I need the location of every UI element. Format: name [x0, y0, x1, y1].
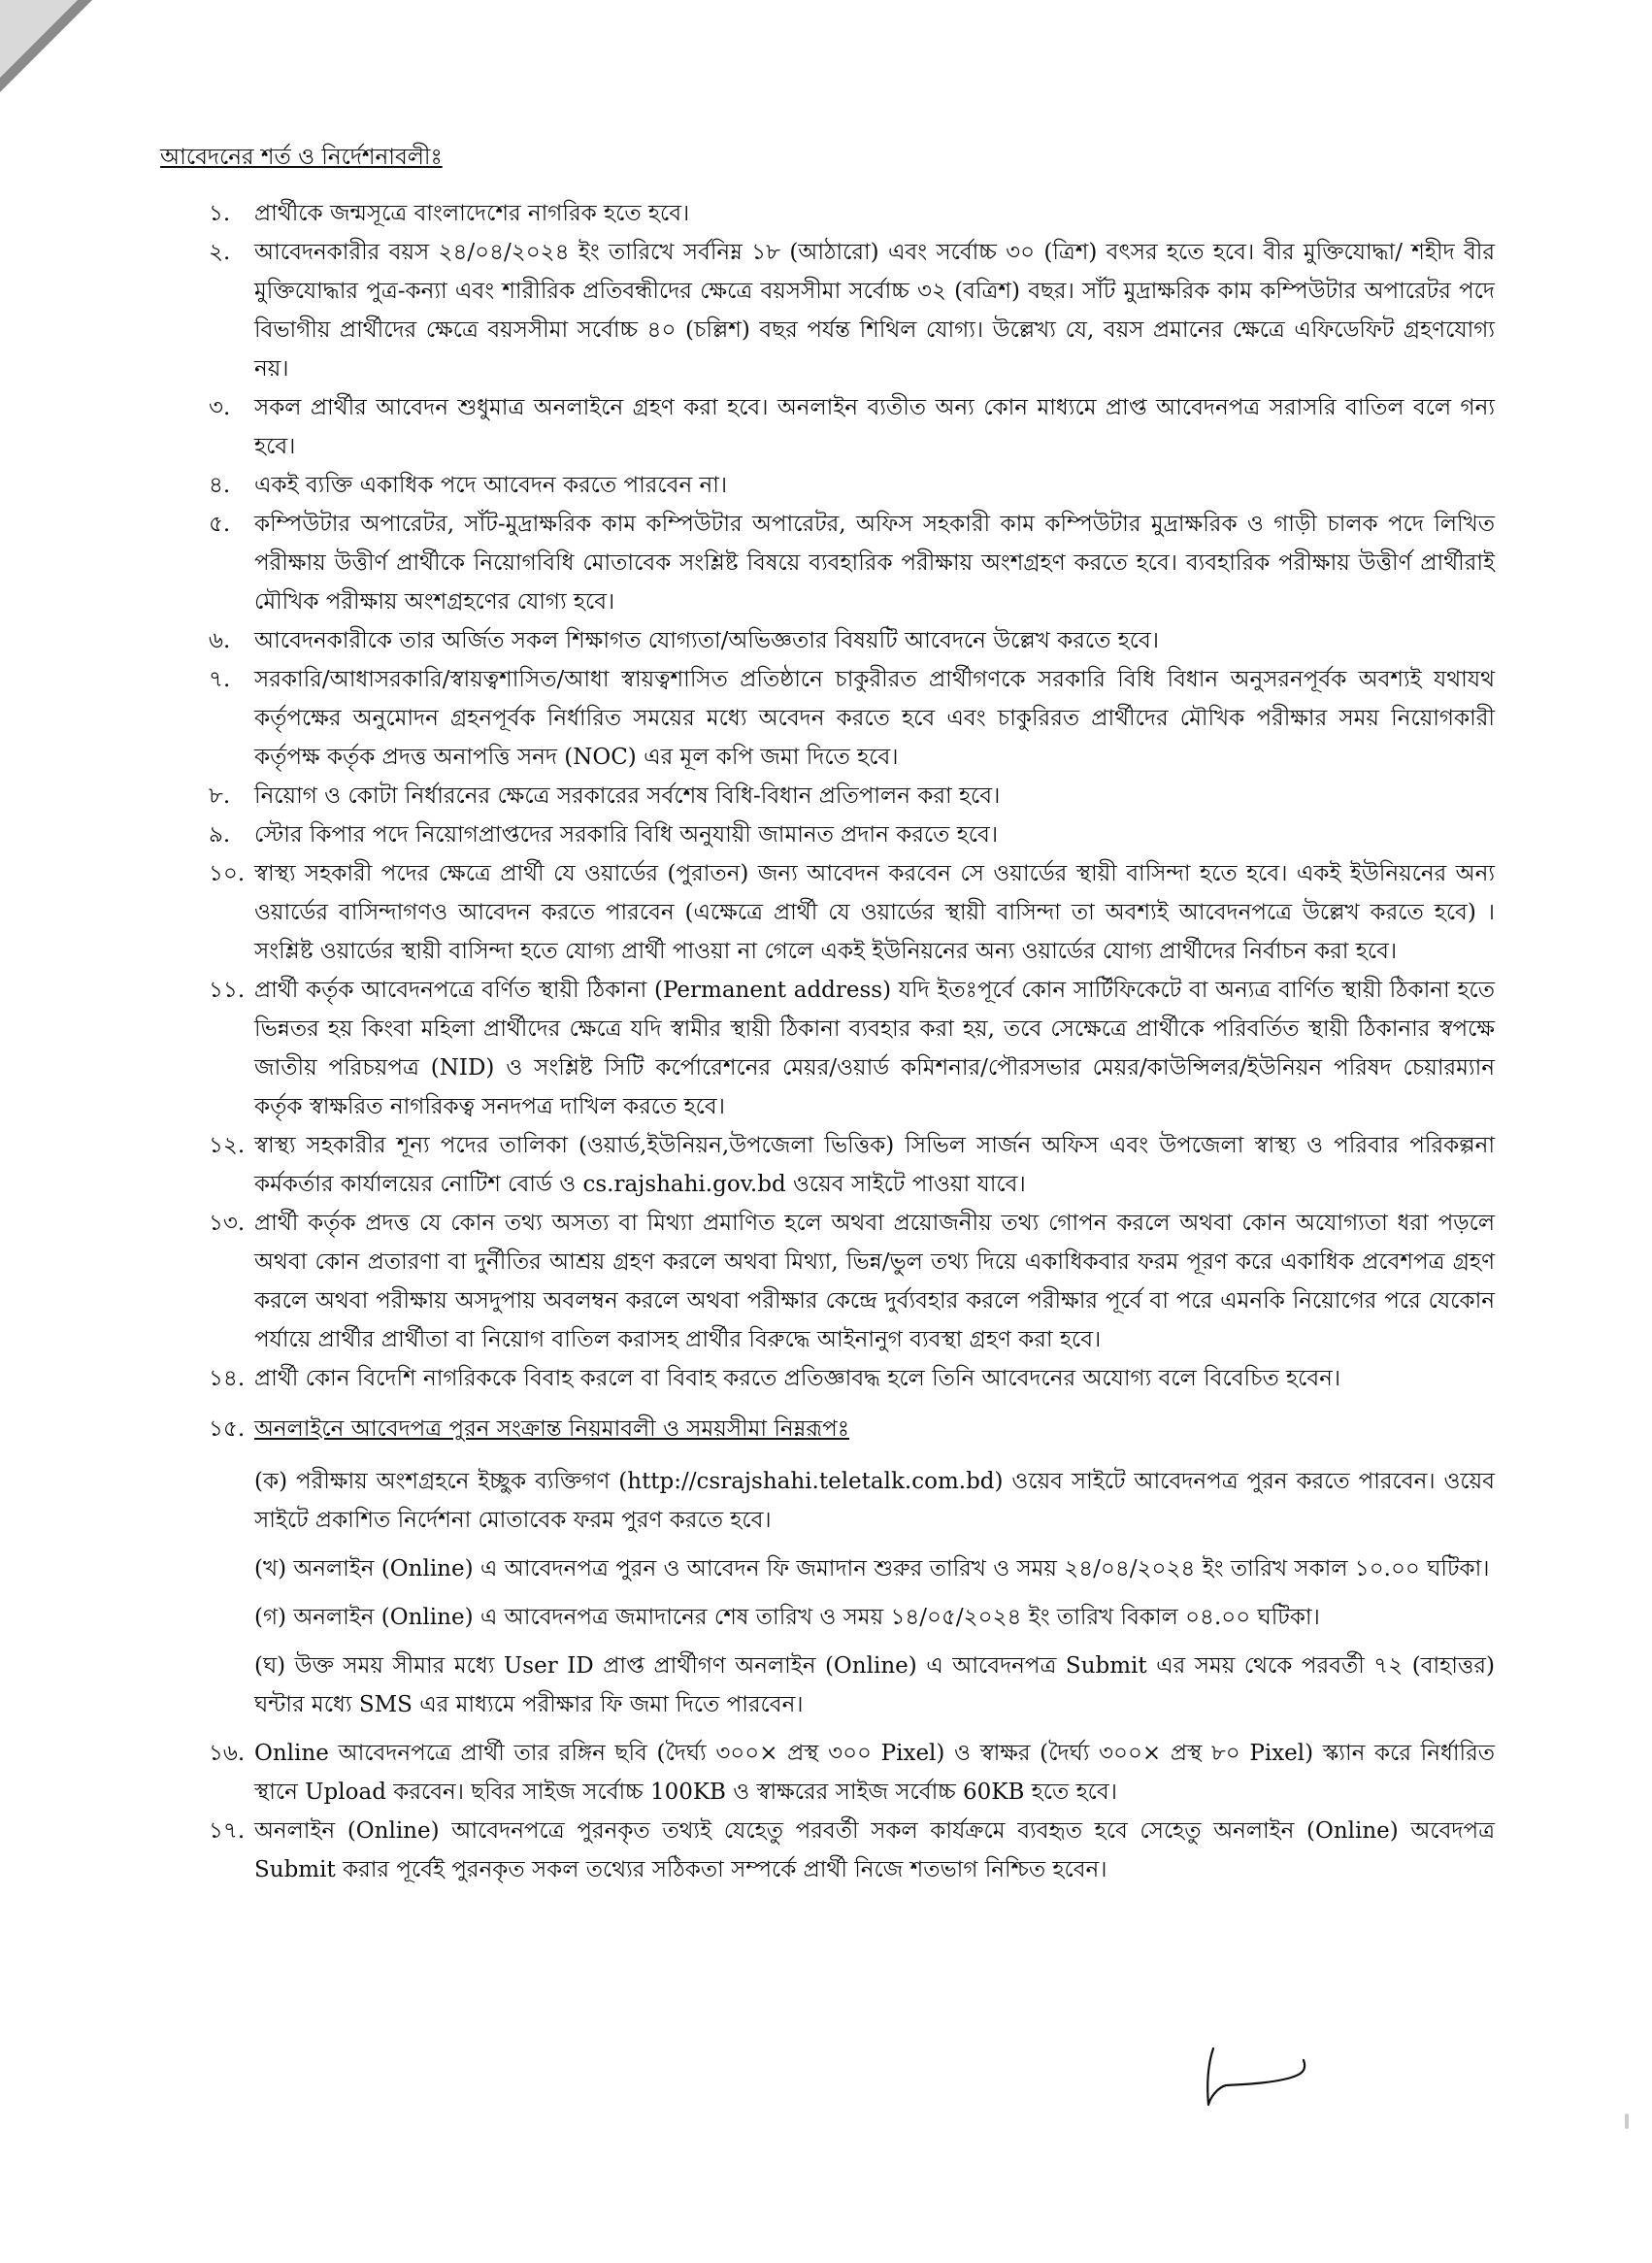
scan-mark: [1625, 2113, 1629, 2129]
conditions-list: [160, 194, 1495, 1448]
item-number: ১২.: [209, 1133, 246, 1158]
sub-item: (ঘ) উক্ত সময় সীমার মধ্যে User ID প্রাপ্ত প্রার্থীগণ অনলাইন (Online) এ আবেদনপত্র Submit এর সময় থেকে পরবর্তী ৭২ (বাহাত্তর) ঘন্টার মধ্যে SMS এর মাধ্যমে পরীক্ষার ফি জমা দিতে পারবেন।: [254, 1653, 1495, 1717]
list-item: [160, 815, 1495, 854]
item-number: ৭.: [209, 667, 231, 692]
item-text: প্রার্থীকে জন্মসূত্রে বাংলাদেশের নাগরিক হতে হবে।: [254, 201, 690, 226]
item-text: কম্পিউটার অপারেটর, সাঁট-মুদ্রাক্ষরিক কাম কম্পিউটার অপারেটর, অফিস সহকারী কাম কম্পিউটার মুদ্রাক্ষরিক ও গাড়ী চালক পদে লিখিত পরীক্ষায় উত্তীর্ণ প্রার্থীকে নিয়োগবিধি মোতাবেক সংশ্লিষ্ট বিষয়ে ব্যবহারিক পরীক্ষায় অংশগ্রহণ করতে হবে। ব্যবহারিক পরীক্ষায় উত্তীর্ণ প্রার্থীরাই মৌখিক পরীক্ষায় অংশগ্রহণের যোগ্য হবে।: [254, 512, 1495, 615]
sub-item: (ক) পরীক্ষায় অংশগ্রহনে ইচ্ছুক ব্যক্তিগণ (http://csrajshahi.teletalk.com.bd) ওয়েব সাইটে আবেদনপত্র পুরন করতে পারবেন। ওয়েব সাইটে প্রকাশিত নির্দেশনা মোতাবেক ফরম পুরণ করতে হবে।: [254, 1469, 1495, 1533]
list-item: [160, 621, 1495, 660]
item-number: ২.: [209, 240, 231, 265]
list-item: [160, 854, 1495, 971]
list-item: [160, 194, 1495, 233]
list-item: [160, 1359, 1495, 1398]
item-text: সরকারি/আধাসরকারি/স্বায়ত্বশাসিত/আধা স্বায়ত্বশাসিত প্রতিষ্ঠানে চাকুরীরত প্রার্থীগণকে সরকারি বিধি বিধান অনুসরনপূর্বক অবশ্যই যথাযথ কর্তৃপক্ষের অনুমোদন গ্রহনপূর্বক নির্ধারিত সময়ের মধ্যে অবেদন করতে হবে এবং চাকুরিরত প্রার্থীদের মৌখিক পরীক্ষার সময় নিয়োগকারী কর্তৃপক্ষ কর্তৃক প্রদত্ত অনাপত্তি সনদ (NOC) এর মূল কপি জমা দিতে হবে।: [254, 667, 1495, 770]
list-item-online-rules: [160, 1410, 1495, 1448]
item-number: ৫.: [209, 512, 231, 537]
item-number: ৯.: [209, 822, 231, 848]
item-number: ৮.: [209, 783, 231, 809]
item-text: সকল প্রার্থীর আবেদন শুধুমাত্র অনলাইনে গ্রহণ করা হবে। অনলাইন ব্যতীত অন্য কোন মাধ্যমে প্রাপ্ত আবেদনপত্র সরাসরি বাতিল বলে গন্য হবে।: [254, 395, 1495, 459]
sub-item: (খ) অনলাইন (Online) এ আবেদনপত্র পুরন ও আবেদন ফি জমাদান শুরুর তারিখ ও সময় ২৪/০৪/২০২৪ ইং তারিখ সকাল ১০.০০ ঘটিকা।: [254, 1556, 1490, 1581]
item-text: প্রার্থী কর্তৃক প্রদত্ত যে কোন তথ্য অসত্য বা মিথ্যা প্রমাণিত হলে অথবা প্রয়োজনীয় তথ্য গোপন করলে অথবা কোন অযোগ্যতা ধরা পড়লে অথবা কোন প্রতারণা বা দুর্নীতির আশ্রয় গ্রহণ করলে অথবা মিথ্যা, ভিন্ন/ভুল তথ্য দিয়ে একাধিকবার ফরম পূরণ করে একাধিক প্রবেশপত্র গ্রহণ করলে অথবা পরীক্ষায় অসদুপায় অবলম্বন করলে অথবা পরীক্ষার কেন্দ্রে দুর্ব্যবহার করলে পরীক্ষার পূর্বে বা পরে এমনকি নিয়োগের পরে যেকোন পর্যায়ে প্রার্থীর প্রার্থীতা বা নিয়োগ বাতিল করাসহ প্রার্থীর বিরুদ্ধে আইনানুগ ব্যবস্থা গ্রহণ করা হবে।: [254, 1211, 1495, 1352]
page-corner-fold-inner: [0, 0, 78, 78]
list-item: [160, 1734, 1495, 1812]
list-item: [160, 1126, 1495, 1204]
item-number: ১৪.: [209, 1366, 246, 1391]
page-heading: আবেদনের শর্ত ও নির্দেশনাবলীঃ: [160, 145, 443, 170]
online-rules-heading: অনলাইনে আবেদপত্র পুরন সংক্রান্ত নিয়মাবলী ও সময়সীমা নিম্নরূপঃ: [254, 1416, 849, 1442]
handwritten-signature: [1199, 2039, 1325, 2116]
item-number: ১০.: [209, 861, 246, 886]
item-text: স্টোর কিপার পদে নিয়োগপ্রাপ্তদের সরকারি বিধি অনুযায়ী জামানত প্রদান করতে হবে।: [254, 822, 999, 848]
item-number: ১১.: [209, 978, 246, 1003]
item-text: নিয়োগ ও কোটা নির্ধারনের ক্ষেত্রে সরকারের সর্বশেষ বিধি-বিধান প্রতিপালন করা হবে।: [254, 783, 1001, 809]
item-text: অনলাইন (Online) আবেদনপত্রে পুরনকৃত তথ্যই যেহেতু পরবর্তী সকল কার্যক্রমে ব্যবহৃত হবে সেহেতু অনলাইন (Online) অবেদপত্র Submit করার পূর্বেই পুরনকৃত সকল তথ্যের সঠিকতা সম্পর্কে প্রার্থী নিজে শতভাগ নিশ্চিত হবেন।: [254, 1818, 1495, 1882]
item-text: স্বাস্থ্য সহকারী পদের ক্ষেত্রে প্রার্থী যে ওয়ার্ডের (পুরাতন) জন্য আবেদন করবেন সে ওয়ার্ডের স্থায়ী বাসিন্দা হতে হবে। একই ইউনিয়নের অন্য ওয়ার্ডের বাসিন্দাগণও আবেদন করতে পারবেন (এক্ষেত্রে প্রার্থী যে ওয়ার্ডের স্থায়ী বাসিন্দা তা অবশ্যই আবেদনপত্রে উল্লেখ করতে হবে) । সংশ্লিষ্ট ওয়ার্ডের স্থায়ী বাসিন্দা হতে যোগ্য প্রার্থী পাওয়া না গেলে একই ইউনিয়নের অন্য ওয়ার্ডের যোগ্য প্রার্থীদের নির্বাচন করা হবে।: [254, 861, 1495, 964]
item-text: একই ব্যক্তি একাধিক পদে আবেদন করতে পারবেন না।: [254, 473, 728, 498]
sub-item: (গ) অনলাইন (Online) এ আবেদনপত্র জমাদানের শেষ তারিখ ও সময় ১৪/০৫/২০২৪ ইং তারিখ বিকাল ০৪.০০ ঘটিকা।: [254, 1605, 1320, 1630]
item-number: ৪.: [209, 473, 231, 498]
item-text: আবেদনকারীকে তার অর্জিত সকল শিক্ষাগত যোগ্যতা/অভিজ্ঞতার বিষয়টি আবেদনে উল্লেখ করতে হবে।: [254, 628, 1160, 653]
online-rules-sublist: [160, 1462, 1495, 1724]
list-item: [160, 388, 1495, 466]
item-number: ১৬.: [209, 1741, 246, 1766]
list-item: [160, 233, 1495, 388]
item-text: স্বাস্থ্য সহকারীর শূন্য পদের তালিকা (ওয়ার্ড,ইউনিয়ন,উপজেলা ভিত্তিক) সিভিল সার্জন অফিস এবং উপজেলা স্বাস্থ্য ও পরিবার পরিকল্পনা কর্মকর্তার কার্যালয়ের নোটিশ বোর্ড ও cs.rajshahi.gov.bd ওয়েব সাইটে পাওয়া যাবে।: [254, 1133, 1495, 1197]
list-item: [160, 1812, 1495, 1889]
item-number: ১৩.: [209, 1211, 246, 1236]
item-number: ৩.: [209, 395, 231, 420]
item-text: প্রার্থী কর্তৃক আবেদনপত্রে বর্ণিত স্থায়ী ঠিকানা (Permanent address) যদি ইতঃপূর্বে কোন সার্টিফিকেটে বা অন্যত্র বার্ণিত স্থায়ী ঠিকানা হতে ভিন্নতর হয় কিংবা মহিলা প্রার্থীদের ক্ষেত্রে যদি স্বামীর স্থায়ী ঠিকানা ব্যবহার করা হয়, তবে সেক্ষেত্রে প্রার্থীকে পরিবর্তিত স্থায়ী ঠিকানার স্বপক্ষে জাতীয় পরিচয়পত্র (NID) ও সংশ্লিষ্ট সিটি কর্পোরেশনের মেয়র/ওয়ার্ড কমিশনার/পৌরসভার মেয়র/কাউন্সিলর/ইউনিয়ন পরিষদ চেয়ারম্যান কর্তৃক স্বাক্ষরিত নাগরিকত্ব সনদপত্র দাখিল করতে হবে।: [254, 978, 1495, 1119]
item-number: ৬.: [209, 628, 231, 653]
list-item: [160, 971, 1495, 1126]
list-item: [160, 777, 1495, 815]
item-text: আবেদনকারীর বয়স ২৪/০৪/২০২৪ ইং তারিখে সর্বনিম্ন ১৮ (আঠারো) এবং সর্বোচ্চ ৩০ (ত্রিশ) বৎসর হতে হবে। বীর মুক্তিযোদ্ধা/ শহীদ বীর মুক্তিযোদ্ধার পুত্র-কন্যা এবং শারীরিক প্রতিবন্ধীদের ক্ষেত্রে বয়সসীমা সর্বোচ্চ ৩২ (বত্রিশ) বছর। সাঁট মুদ্রাক্ষরিক কাম কম্পিউটার অপারেটর পদে বিভাগীয় প্রার্থীদের ক্ষেত্রে বয়সসীমা সর্বোচ্চ ৪০ (চল্লিশ) বছর পর্যন্ত শিথিল যোগ্য। উল্লেখ্য যে, বয়স প্রমানের ক্ষেত্রে এফিডেফিট গ্রহণযোগ্য নয়।: [254, 240, 1495, 382]
item-number: ১.: [209, 201, 231, 226]
list-item: [160, 466, 1495, 505]
list-item: [160, 1204, 1495, 1359]
notice-body: [160, 138, 1495, 1889]
conditions-list-end: [160, 1734, 1495, 1889]
item-text: Online আবেদনপত্রে প্রার্থী তার রঙ্গিন ছবি (দৈর্ঘ্য ৩০০× প্রস্থ ৩০০ Pixel) ও স্বাক্ষর (দৈর্ঘ্য ৩০০× প্রস্থ ৮০ Pixel) স্ক্যান করে নির্ধারিত স্থানে Upload করবেন। ছবির সাইজ সর্বোচ্চ 100KB ও স্বাক্ষরের সাইজ সর্বোচ্চ 60KB হতে হবে।: [254, 1741, 1495, 1805]
item-number: ১৭.: [209, 1818, 246, 1844]
item-text: প্রার্থী কোন বিদেশি নাগরিককে বিবাহ করলে বা বিবাহ করতে প্রতিজ্ঞাবদ্ধ হলে তিনি আবেদনের অযোগ্য বলে বিবেচিত হবেন।: [254, 1366, 1341, 1391]
list-item: [160, 660, 1495, 777]
item-number: ১৫.: [209, 1416, 246, 1442]
list-item: [160, 505, 1495, 621]
